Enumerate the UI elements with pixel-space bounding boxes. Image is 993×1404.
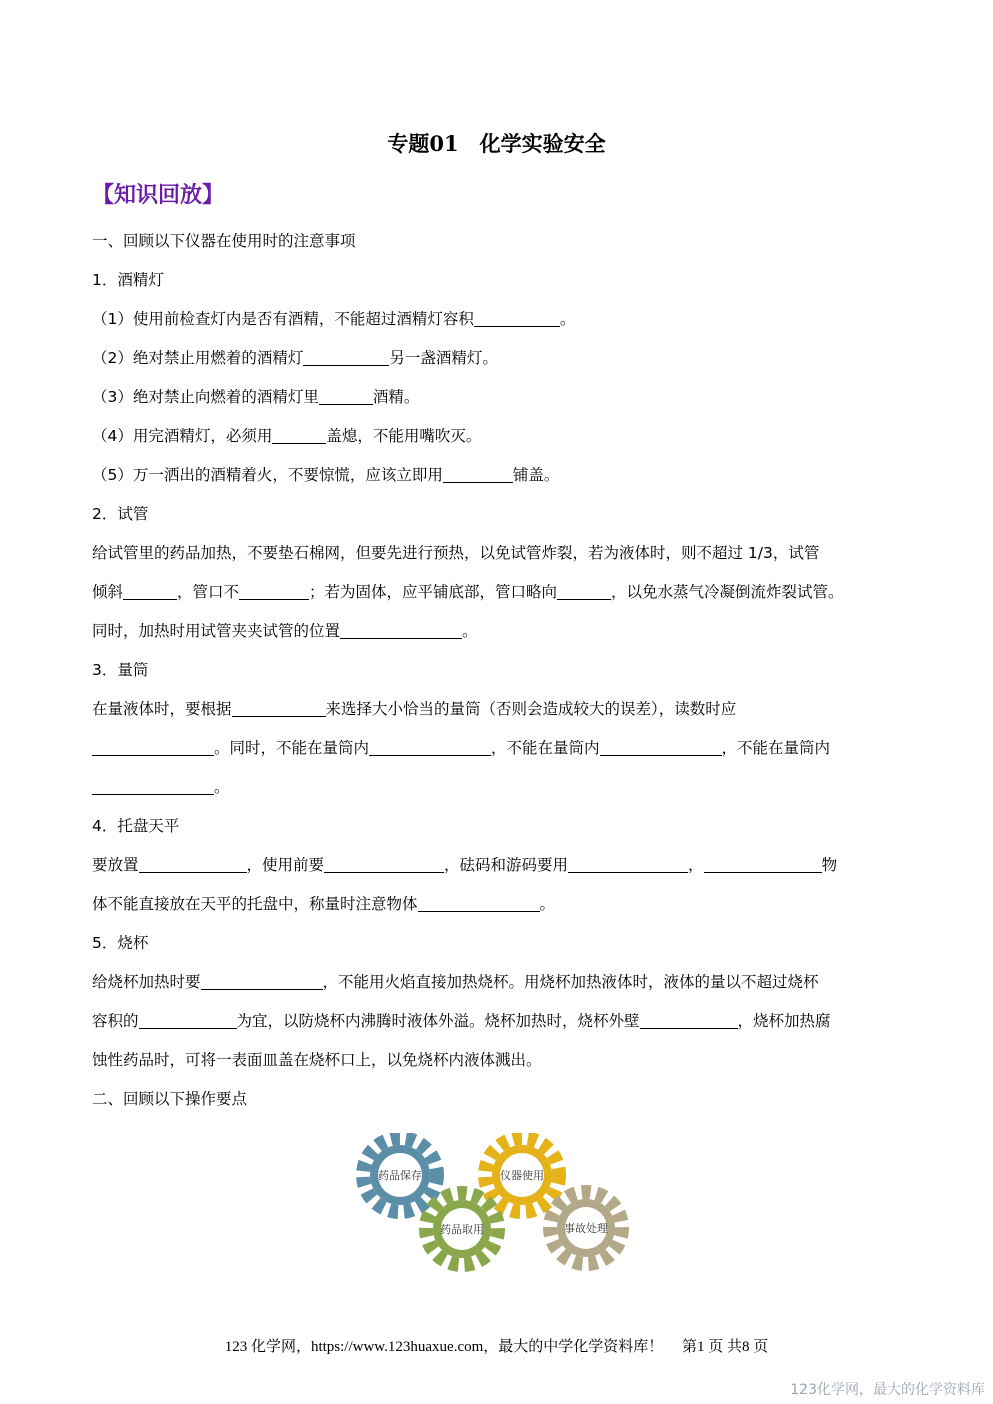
answer-blank[interactable] bbox=[557, 583, 611, 600]
lamp-rule-3: （3）绝对禁止向燃着的酒精灯里 酒精。 bbox=[92, 388, 420, 406]
gear-label: 药品保存 bbox=[378, 1169, 422, 1182]
answer-blank[interactable] bbox=[139, 856, 247, 873]
beaker-text-3: 蚀性药品时，可将一表面皿盖在烧杯口上，以免烧杯内液体溅出。 bbox=[92, 1051, 542, 1069]
beaker-text-1: 给烧杯加热时要 ，不能用火焰直接加热烧杯。用烧杯加热液体时，液体的量以不超过烧杯 bbox=[92, 973, 819, 991]
cylinder-heading: 3．量筒 bbox=[92, 661, 149, 679]
answer-blank[interactable] bbox=[123, 583, 177, 600]
answer-blank[interactable] bbox=[92, 739, 214, 756]
answer-blank[interactable] bbox=[239, 583, 309, 600]
cylinder-text-1: 在量液体时，要根据 来选择大小恰当的量筒（否则会造成较大的误差），读数时应 bbox=[92, 700, 737, 718]
part2-heading: 二、回顾以下操作要点 bbox=[92, 1090, 248, 1108]
page-footer: 123 化学网，https://www.123huaxue.com，最大的中学化学资料库！ 第1 页 共8 页 bbox=[224, 1339, 769, 1355]
gear-icon bbox=[550, 1192, 622, 1264]
tube-text-2: 倾斜 ，管口不 ；若为固体，应平铺底部，管口略向 ，以免水蒸气冷凝倒流炸裂试管。 bbox=[92, 583, 844, 601]
answer-blank[interactable] bbox=[474, 310, 560, 327]
lamp-heading: 1．酒精灯 bbox=[92, 271, 164, 289]
beaker-text-2: 容积的 为宜，以防烧杯内沸腾时液体外溢。烧杯加热时，烧杯外壁 ，烧杯加热腐 bbox=[92, 1012, 831, 1030]
answer-blank[interactable] bbox=[139, 1012, 237, 1029]
beaker-heading: 5．烧杯 bbox=[92, 934, 149, 952]
answer-blank[interactable] bbox=[640, 1012, 738, 1029]
tube-heading: 2．试管 bbox=[92, 505, 149, 523]
answer-blank[interactable] bbox=[303, 349, 389, 366]
answer-blank[interactable] bbox=[232, 700, 326, 717]
gear-label: 仪器使用 bbox=[500, 1169, 544, 1182]
answer-blank[interactable] bbox=[600, 739, 722, 756]
answer-blank[interactable] bbox=[92, 778, 214, 795]
tube-text-3: 同时，加热时用试管夹夹试管的位置 。 bbox=[92, 622, 478, 640]
answer-blank[interactable] bbox=[704, 856, 822, 873]
answer-blank[interactable] bbox=[369, 739, 491, 756]
gear-icon bbox=[426, 1193, 498, 1265]
lamp-rule-1: （1）使用前检查灯内是否有酒精，不能超过酒精灯容积 。 bbox=[92, 310, 576, 328]
gear-label: 事故处理 bbox=[564, 1222, 608, 1235]
cylinder-text-3: 。 bbox=[92, 777, 230, 797]
lamp-rule-4: （4）用完酒精灯，必须用 盖熄，不能用嘴吹灭。 bbox=[92, 427, 482, 445]
part1-heading: 一、回顾以下仪器在使用时的注意事项 bbox=[92, 232, 356, 250]
balance-text-1: 要放置 ，使用前要 ，砝码和游码要用 ， 物 bbox=[92, 856, 838, 874]
tube-text-1: 给试管里的药品加热，不要垫石棉网，但要先进行预热，以免试管炸裂，若为液体时，则不超过 1/3，试管 bbox=[92, 544, 820, 562]
answer-blank[interactable] bbox=[443, 466, 513, 483]
answer-blank[interactable] bbox=[324, 856, 444, 873]
section-header: 【知识回放】 bbox=[92, 183, 225, 208]
gear-icon bbox=[363, 1138, 437, 1212]
answer-blank[interactable] bbox=[418, 895, 540, 912]
balance-heading: 4．托盘天平 bbox=[92, 817, 180, 835]
answer-blank[interactable] bbox=[272, 427, 326, 444]
lamp-rule-2: （2）绝对禁止用燃着的酒精灯 另一盏酒精灯。 bbox=[92, 349, 498, 367]
page-title: 专题01 化学实验安全 bbox=[387, 131, 606, 156]
cylinder-text-2: 。同时，不能在量筒内 ，不能在量筒内 ，不能在量筒内 bbox=[92, 738, 830, 758]
gear-icon bbox=[485, 1138, 559, 1212]
balance-text-2: 体不能直接放在天平的托盘中，称量时注意物体 。 bbox=[92, 895, 556, 913]
answer-blank[interactable] bbox=[340, 622, 462, 639]
answer-blank[interactable] bbox=[201, 973, 323, 990]
gear-label: 药品取用 bbox=[440, 1223, 484, 1236]
answer-blank[interactable] bbox=[568, 856, 688, 873]
answer-blank[interactable] bbox=[319, 388, 373, 405]
watermark: 123化学网，最大的化学资料库 bbox=[790, 1382, 985, 1398]
lamp-rule-5: （5）万一洒出的酒精着火，不要惊慌，应该立即用 铺盖。 bbox=[92, 466, 560, 484]
gears-diagram bbox=[355, 1133, 635, 1273]
